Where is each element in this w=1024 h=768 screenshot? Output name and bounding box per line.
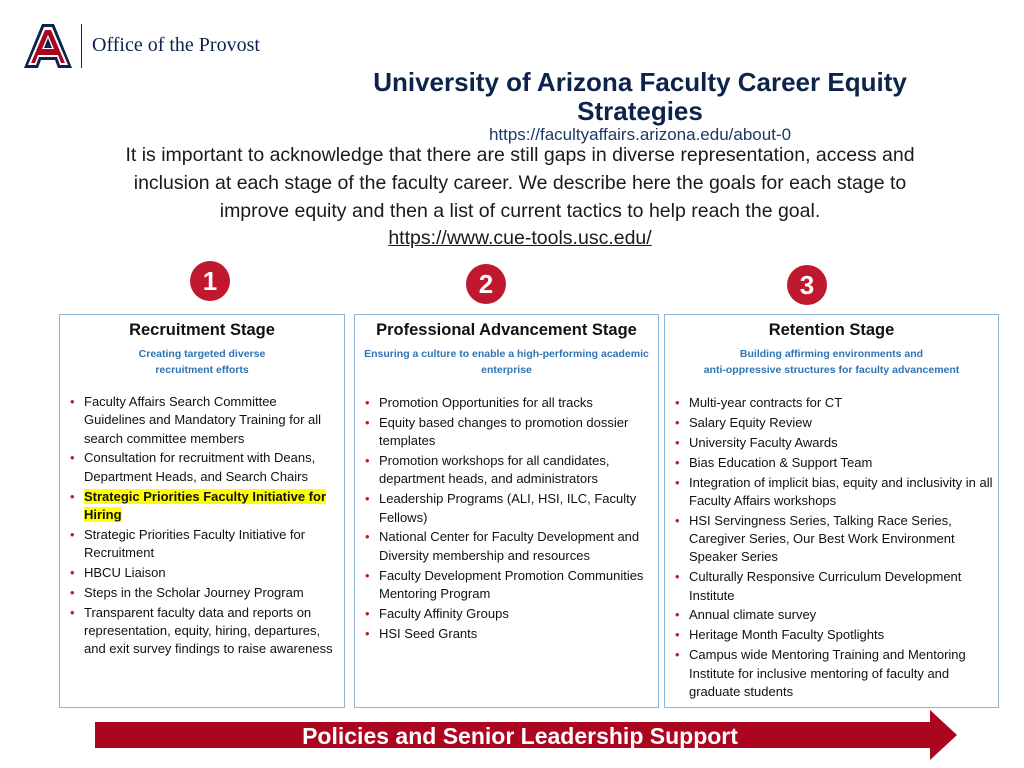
cue-tools-link[interactable]: https://www.cue-tools.usc.edu/ <box>388 227 652 249</box>
title-url[interactable]: https://facultyaffairs.arizona.edu/about-0 <box>488 125 792 144</box>
stage-subtitle <box>60 346 344 378</box>
list-item <box>70 488 340 525</box>
list-item: • Campus wide Mentoring Training and Mentoring Institute for inclusive mentoring of faculty and graduate students <box>675 646 994 701</box>
stage-title: Professional Advancement Stage <box>376 321 637 339</box>
stage-tactics-list <box>365 394 654 645</box>
stage-subtitle-line: Building affirming environments and <box>739 348 924 360</box>
list-item: • Consultation for recruitment with Deans, Department Heads, and Search Chairs <box>70 449 340 486</box>
list-item: • Transparent faculty data and reports on representation, equity, hiring, departures, and exit survey findings to raise awareness <box>70 604 340 659</box>
retention-stage-box <box>664 314 999 708</box>
provost-logo[interactable] <box>22 22 292 72</box>
list-item: • Integration of implicit bias, equity and inclusivity in all Faculty Affairs workshops <box>675 474 994 511</box>
list-item: • Leadership Programs (ALI, HSI, ILC, Faculty Fellows) <box>365 490 654 527</box>
highlighted-list-item-text: Strategic Priorities Faculty Initiative for Hiring <box>84 488 327 522</box>
stage-subtitle-line: Creating targeted diverse <box>138 348 266 360</box>
list-item: • Culturally Responsive Curriculum Development Institute <box>675 568 994 605</box>
list-item: • Heritage Month Faculty Spotlights <box>675 626 994 644</box>
list-item: • Faculty Affinity Groups <box>365 605 654 623</box>
stage-title: Recruitment Stage <box>129 321 275 339</box>
professional-advancement-stage-box <box>354 314 659 708</box>
list-item: • Promotion Opportunities for all tracks <box>365 394 654 412</box>
list-item: • Strategic Priorities Faculty Initiative for Recruitment <box>70 526 340 563</box>
stage-subtitle-line: Ensuring a culture to enable a high-performing academic <box>364 348 649 360</box>
list-item: • Annual climate survey <box>675 606 994 624</box>
intro-paragraph: It is important to acknowledge that there are still gaps in diverse representation, access and inclusion at each stage of the faculty career. We describe here the goals for each stage to improve equity and then a list of current tactics to help reach the goal. <box>125 144 915 222</box>
logo-text: Office of the Provost <box>92 34 260 56</box>
list-item: • Faculty Affairs Search Committee Guidelines and Mandatory Training for all search committee members <box>70 393 340 448</box>
university-a-logo-icon <box>22 22 74 70</box>
stage-tactics-list <box>70 393 340 660</box>
list-item: • HBCU Liaison <box>70 564 340 582</box>
stage-3-number-badge: 3 <box>787 265 827 305</box>
list-item: • Equity based changes to promotion dossier templates <box>365 414 654 451</box>
list-item: • Steps in the Scholar Journey Program <box>70 584 340 602</box>
stage-subtitle <box>665 346 998 378</box>
stage-subtitle-line: enterprise <box>481 364 532 376</box>
list-item: • Salary Equity Review <box>675 414 994 432</box>
list-item: • Promotion workshops for all candidates, department heads, and administrators <box>365 452 654 489</box>
stage-title: Retention Stage <box>768 321 895 339</box>
list-item: • Faculty Development Promotion Communities Mentoring Program <box>365 567 654 604</box>
stage-tactics-list <box>675 394 994 703</box>
list-item: • National Center for Faculty Development and Diversity membership and resources <box>365 528 654 565</box>
stage-subtitle-line: anti-oppressive structures for faculty advancement <box>703 364 960 376</box>
list-item: • HSI Seed Grants <box>365 625 654 643</box>
list-item: • Bias Education & Support Team <box>675 454 994 472</box>
list-item: • HSI Servingness Series, Talking Race Series, Caregiver Series, Our Best Work Environment Speaker Series <box>675 512 994 567</box>
list-item: • University Faculty Awards <box>675 434 994 452</box>
recruitment-stage-box <box>59 314 345 708</box>
stage-subtitle <box>355 346 658 378</box>
page-title: University of Arizona Faculty Career Equity Strategies <box>373 67 907 126</box>
arrow-banner-label: Policies and Senior Leadership Support <box>302 723 738 749</box>
stage-subtitle-line: recruitment efforts <box>155 364 249 376</box>
stage-2-number-badge: 2 <box>466 264 506 304</box>
logo-divider <box>81 24 82 68</box>
list-item: • Multi-year contracts for CT <box>675 394 994 412</box>
stage-1-number-badge: 1 <box>190 261 230 301</box>
